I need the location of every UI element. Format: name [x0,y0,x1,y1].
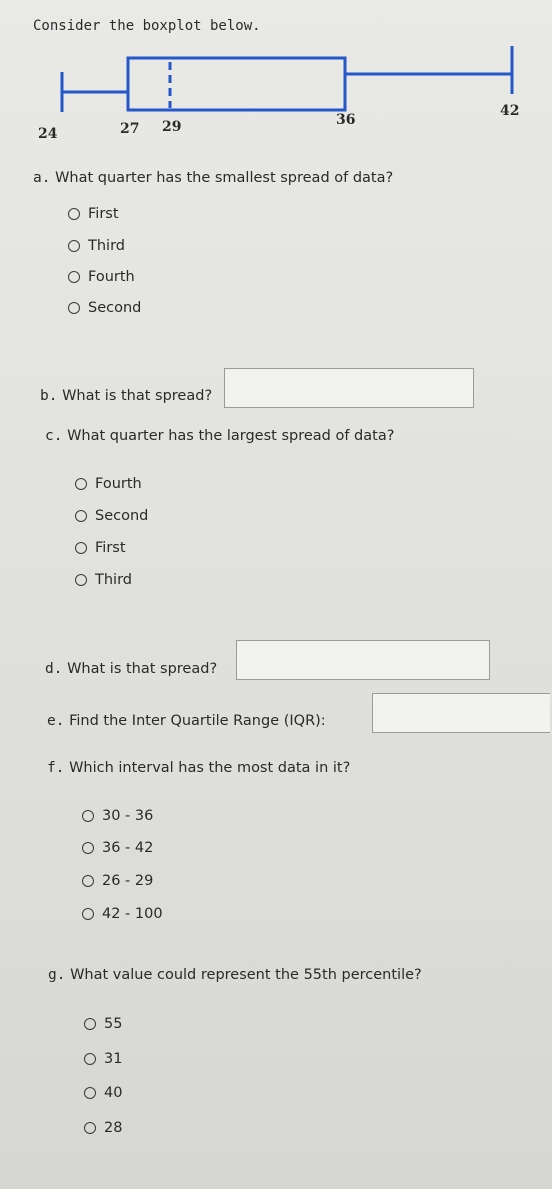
question-g-number: g. [48,967,66,983]
option-label: 55 [104,1016,123,1032]
radio-icon[interactable] [75,574,87,586]
option-c-fourth[interactable] [75,476,142,492]
question-b-number: b. [40,388,58,404]
radio-icon[interactable] [68,240,80,252]
question-c-number: c. [45,428,63,444]
question-e [47,713,326,729]
label-max: 42 [500,103,520,119]
option-label: Third [88,238,125,254]
option-f-36-42[interactable] [82,840,153,856]
option-label: 42 - 100 [102,906,163,922]
question-d-number: d. [45,661,63,677]
radio-icon[interactable] [82,810,94,822]
question-c [45,428,394,444]
radio-icon[interactable] [68,302,80,314]
option-a-fourth[interactable] [68,269,135,285]
question-d-text: What is that spread? [67,661,218,677]
label-min: 24 [38,126,58,142]
option-a-first[interactable] [68,206,119,222]
option-label: 26 - 29 [102,873,154,889]
question-b [40,388,212,404]
intro-text: Consider the boxplot below. [33,18,261,34]
question-f-text: Which interval has the most data in it? [69,760,351,776]
question-e-text: Find the Inter Quartile Range (IQR): [69,713,326,729]
option-label: 31 [104,1051,123,1067]
option-label: 40 [104,1085,123,1101]
label-q1: 27 [120,121,140,137]
answer-d-input[interactable] [236,640,490,680]
option-label: Second [95,508,149,524]
question-b-text: What is that spread? [62,388,213,404]
radio-icon[interactable] [82,842,94,854]
option-f-26-29[interactable] [82,873,153,889]
option-g-40[interactable] [84,1085,122,1101]
question-f-number: f. [47,760,65,776]
radio-icon[interactable] [75,542,87,554]
option-g-31[interactable] [84,1051,122,1067]
radio-icon[interactable] [75,510,87,522]
question-e-number: e. [47,713,65,729]
boxplot [0,0,552,150]
option-g-55[interactable] [84,1016,122,1032]
radio-icon[interactable] [84,1053,96,1065]
option-label: 30 - 36 [102,808,154,824]
box [128,58,345,110]
radio-icon[interactable] [68,208,80,220]
question-f [47,760,350,776]
option-label: First [95,540,126,556]
radio-icon[interactable] [82,908,94,920]
question-g [48,967,422,983]
option-label: Fourth [88,269,135,285]
option-f-30-36[interactable] [82,808,153,824]
question-a [33,170,393,186]
radio-icon[interactable] [84,1087,96,1099]
option-a-second[interactable] [68,300,141,316]
option-label: First [88,206,119,222]
label-median: 29 [162,119,182,135]
option-c-third[interactable] [75,572,132,588]
option-label: Third [95,572,132,588]
option-label: Second [88,300,142,316]
option-a-third[interactable] [68,238,125,254]
option-label: Fourth [95,476,142,492]
question-a-text: What quarter has the smallest spread of data? [55,170,394,186]
option-g-28[interactable] [84,1120,122,1136]
radio-icon[interactable] [84,1122,96,1134]
radio-icon[interactable] [68,271,80,283]
label-q3: 36 [336,112,356,128]
answer-e-input[interactable] [372,693,550,733]
radio-icon[interactable] [75,478,87,490]
radio-icon[interactable] [82,875,94,887]
option-label: 36 - 42 [102,840,154,856]
option-f-42-100[interactable] [82,906,163,922]
option-label: 28 [104,1120,123,1136]
answer-b-input[interactable] [224,368,474,408]
option-c-first[interactable] [75,540,126,556]
question-g-text: What value could represent the 55th percentile? [70,967,422,983]
option-c-second[interactable] [75,508,148,524]
question-c-text: What quarter has the largest spread of data? [67,428,395,444]
radio-icon[interactable] [84,1018,96,1030]
question-a-number: a. [33,170,51,186]
question-d [45,661,217,677]
